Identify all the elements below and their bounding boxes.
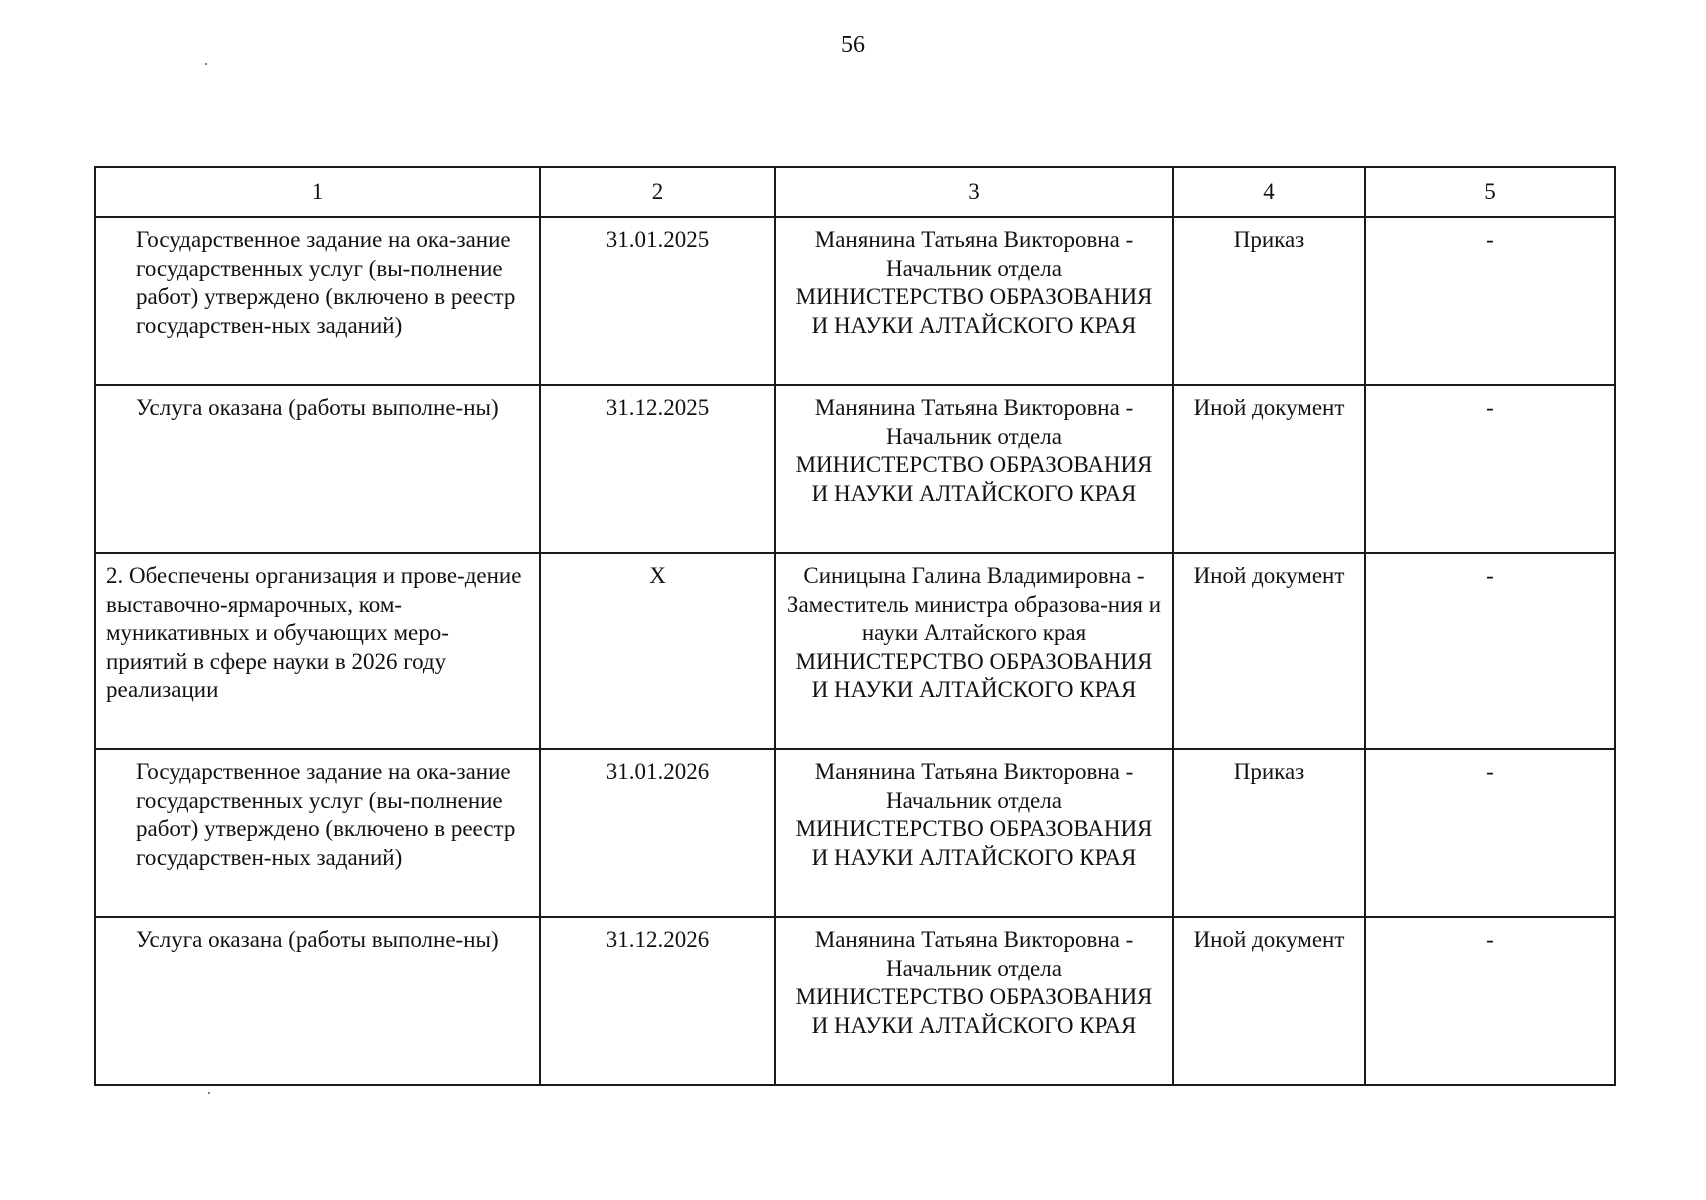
responsible-cell [775,553,1173,749]
description-cell [95,553,540,749]
doc-type-cell: Иной документ [1173,553,1365,749]
column-header: 5 [1365,167,1615,217]
col5-cell: - [1365,553,1615,749]
responsible-cell [775,217,1173,385]
description-text: 2. Обеспечены организация и прове-дение выставочно-ярмарочных, ком-муникативных и обучающих меро-приятий в сфере науки в 2026 году реализации [106,563,522,702]
doc-type-cell: Приказ [1173,749,1365,917]
table-row [95,217,1615,385]
description-text: Услуга оказана (работы выполне-ны) [136,927,499,952]
col5-cell: - [1365,917,1615,1085]
column-header: 4 [1173,167,1365,217]
doc-type-cell: Иной документ [1173,917,1365,1085]
col5-cell: - [1365,749,1615,917]
col5-cell: - [1365,217,1615,385]
date-cell: 31.01.2025 [540,217,775,385]
description-text: Услуга оказана (работы выполне-ны) [136,395,499,420]
page-number: 56 [841,32,865,58]
description-cell [95,917,540,1085]
description-cell [95,385,540,553]
schedule-table [94,166,1616,1086]
responsible-cell [775,749,1173,917]
scan-speck [208,1092,210,1094]
responsible-org: МИНИСТЕРСТВО ОБРАЗОВАНИЯ И НАУКИ АЛТАЙСКОГО КРАЯ [795,648,1153,702]
date-cell: 31.01.2026 [540,749,775,917]
description-cell [95,749,540,917]
table-row [95,749,1615,917]
table-row [95,553,1615,749]
responsible-person: Манянина Татьяна Викторовна - Начальник отдела [814,227,1134,281]
date-cell: X [540,553,775,749]
table-header-row [95,167,1615,217]
responsible-org: МИНИСТЕРСТВО ОБРАЗОВАНИЯ И НАУКИ АЛТАЙСКОГО КРАЯ [795,452,1153,506]
description-text: Государственное задание на ока-зание государственных услуг (вы-полнение работ) утверждено (включено в реестр государствен-ных заданий) [136,227,516,338]
col5-cell: - [1365,385,1615,553]
date-cell: 31.12.2025 [540,385,775,553]
scan-speck [205,63,207,65]
table-row [95,917,1615,1085]
date-cell: 31.12.2026 [540,917,775,1085]
doc-type-cell: Приказ [1173,217,1365,385]
responsible-org: МИНИСТЕРСТВО ОБРАЗОВАНИЯ И НАУКИ АЛТАЙСКОГО КРАЯ [795,284,1153,338]
column-header: 1 [95,167,540,217]
description-cell [95,217,540,385]
column-header: 3 [775,167,1173,217]
responsible-org: МИНИСТЕРСТВО ОБРАЗОВАНИЯ И НАУКИ АЛТАЙСКОГО КРАЯ [795,816,1153,870]
doc-type-cell: Иной документ [1173,385,1365,553]
responsible-person: Манянина Татьяна Викторовна - Начальник отдела [814,927,1134,981]
responsible-cell [775,385,1173,553]
column-header: 2 [540,167,775,217]
responsible-person: Синицына Галина Владимировна - Заместитель министра образова-ния и науки Алтайского края [786,563,1162,645]
description-text: Государственное задание на ока-зание государственных услуг (вы-полнение работ) утверждено (включено в реестр государствен-ных заданий) [136,759,516,870]
table-row [95,385,1615,553]
responsible-org: МИНИСТЕРСТВО ОБРАЗОВАНИЯ И НАУКИ АЛТАЙСКОГО КРАЯ [795,984,1153,1038]
responsible-person: Манянина Татьяна Викторовна - Начальник отдела [814,759,1134,813]
responsible-cell [775,917,1173,1085]
responsible-person: Манянина Татьяна Викторовна - Начальник отдела [814,395,1134,449]
